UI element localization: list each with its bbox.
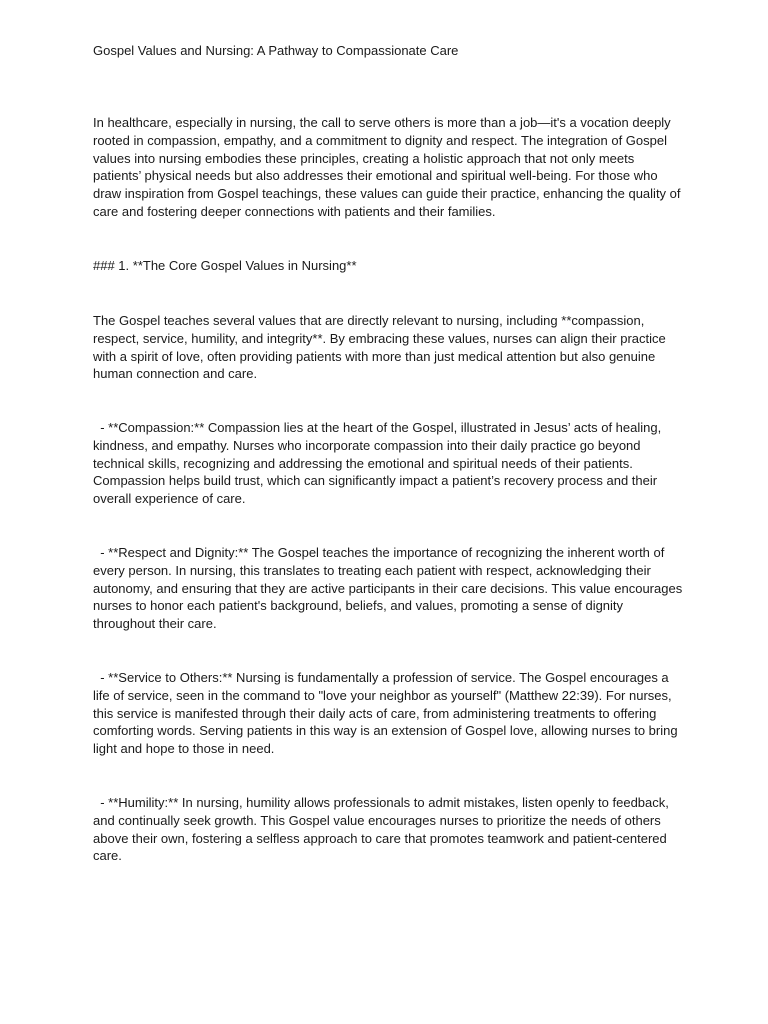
section-heading: ### 1. **The Core Gospel Values in Nursing** <box>93 258 357 273</box>
list-item-humility: - **Humility:** In nursing, humility allows professionals to admit mistakes, listen openly to feedback, and continually seek growth. This Gospel value encourages nurses to prioritize the needs of others above their own, fostering a selfless approach to care that promotes teamwork and patient-centered care. <box>93 795 673 864</box>
intro-paragraph: In healthcare, especially in nursing, the call to serve others is more than a job—it's a vocation deeply rooted in compassion, empathy, and a commitment to dignity and respect. The integration of Gospel values into nursing embodies these principles, creating a holistic approach that not only meets patients’ physical needs but also addresses their emotional and spiritual well-being. For those who draw inspiration from Gospel teachings, these values can guide their practice, enhancing the quality of care and fostering deeper connections with patients and their families. <box>93 115 685 219</box>
list-item-service: - **Service to Others:** Nursing is fundamentally a profession of service. The Gospel encourages a life of service, seen in the command to "love your neighbor as yourself" (Matthew 22:39). For nurses, this service is manifested through their daily acts of care, from administering treatments to offering comforting words. Serving patients in this way is an extension of Gospel love, allowing nurses to bring light and hope to those in need. <box>93 670 682 757</box>
list-item-respect-dignity: - **Respect and Dignity:** The Gospel teaches the importance of recognizing the inherent worth of every person. In nursing, this translates to treating each patient with respect, acknowledging their autonomy, and ensuring that they are active participants in their care decisions. This value encourages nurses to honor each patient's background, beliefs, and values, promoting a sense of dignity throughout their care. <box>93 545 686 632</box>
list-item-compassion: - **Compassion:** Compassion lies at the heart of the Gospel, illustrated in Jesus’ acts of healing, kindness, and empathy. Nurses who incorporate compassion into their daily practice go beyond technical skills, recognizing and addressing the emotional and spiritual needs of their patients. Compassion helps build trust, which can significantly impact a patient’s recovery process and their overall experience of care. <box>93 420 665 507</box>
document-title: Gospel Values and Nursing: A Pathway to Compassionate Care <box>93 43 459 58</box>
section-intro-paragraph: The Gospel teaches several values that are directly relevant to nursing, including **compassion, respect, service, humility, and integrity**. By embracing these values, nurses can align their practice with a spirit of love, often providing patients with more than just medical attention but also genuine human connection and care. <box>93 313 670 382</box>
